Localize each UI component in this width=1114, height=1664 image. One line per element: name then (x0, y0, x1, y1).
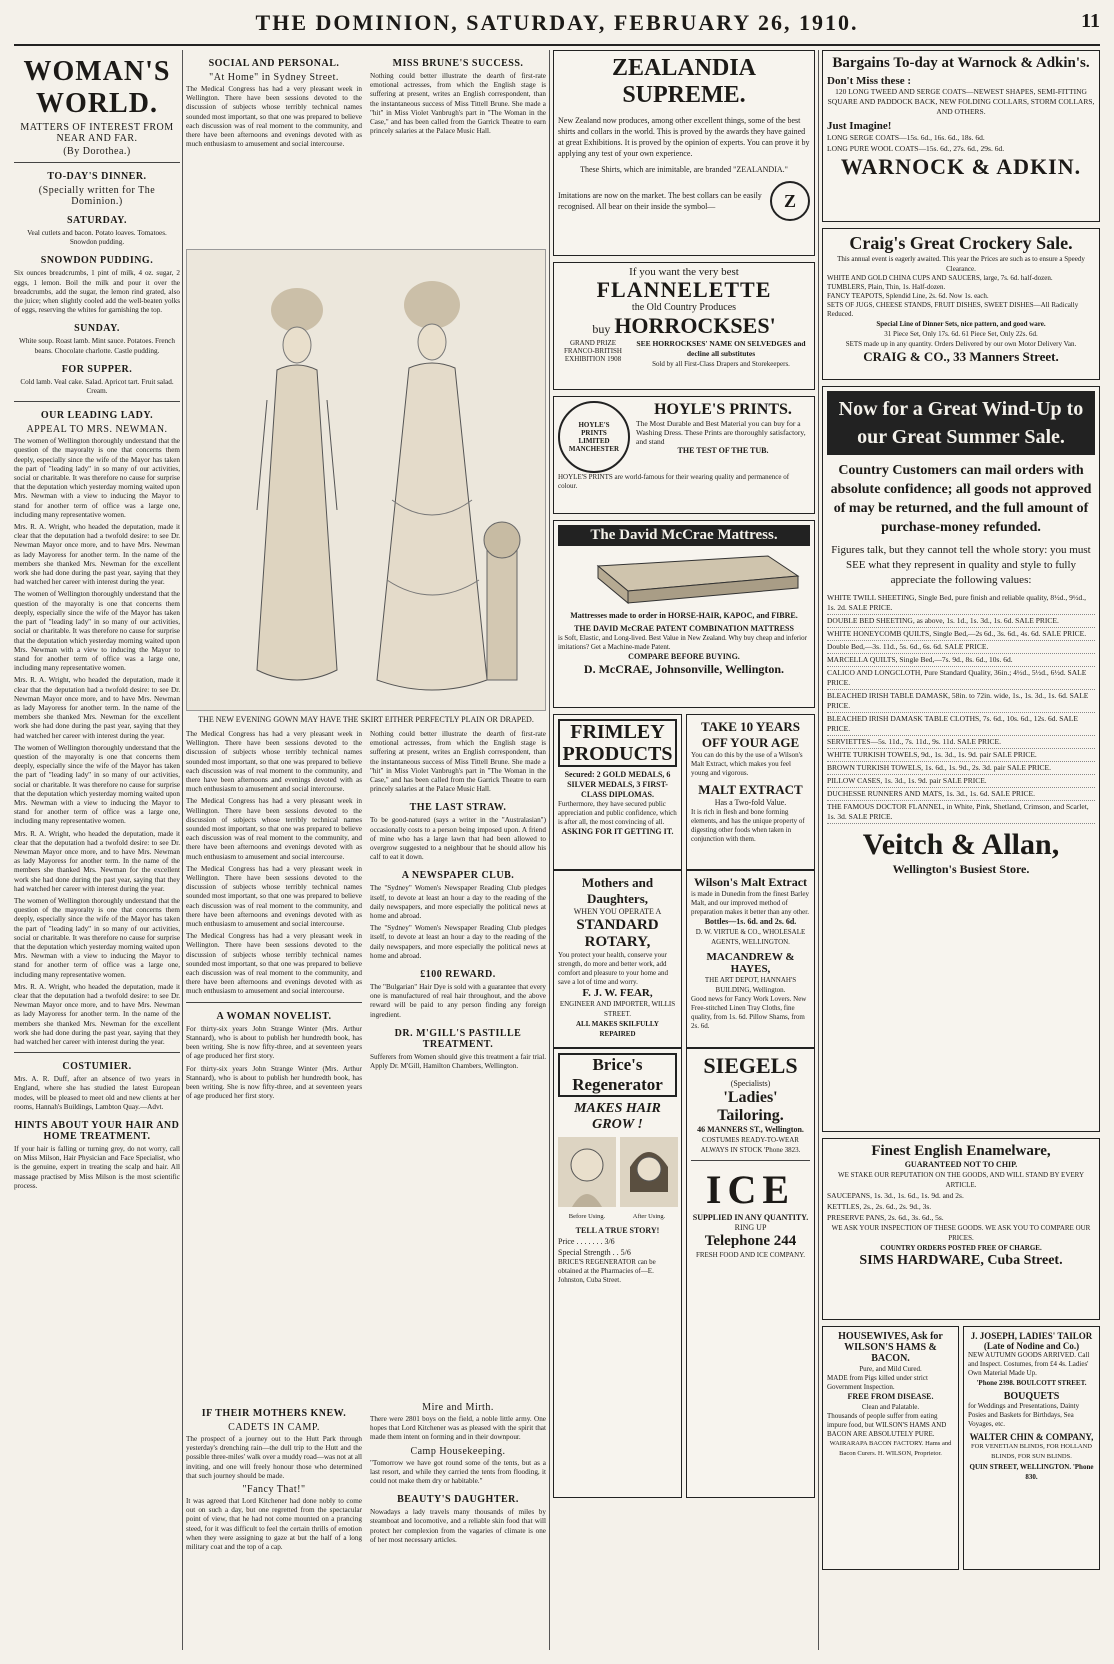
pastille-text: Sufferers from Women should give this treatment a fair trial. Apply Dr. M'Gill, Hamilton Chambers, Wellington. (370, 1052, 546, 1071)
take10-title: TAKE 10 YEARS OFF YOUR AGE (701, 719, 800, 750)
windup-title: Now for a Great Wind-Up to our Great Summer Sale. (827, 391, 1095, 455)
craig-title: Craig's Great Crockery Sale. (849, 233, 1073, 253)
housewives-pure: Pure, and Mild Cured. (859, 1365, 922, 1373)
warnock-adkin-ad (822, 50, 1100, 222)
cadets-heading: CADETS IN CAMP. (228, 1422, 320, 1433)
saturday-heading: SATURDAY. (67, 215, 127, 226)
bottom-ads-row (822, 1326, 1100, 1570)
siegels-ladies: 'Ladies' Tailoring. (717, 1089, 784, 1124)
flannelette-sub: the Old Country Produces (631, 302, 737, 313)
mccrae-text: is Soft, Elastic, and Long-lived. Best Value in New Zealand. Why buy cheap and inferior imitations? Get a Machine-made Patent. (558, 634, 807, 651)
leading-lady-text-filler: The women of Wellington thoroughly understand that the question of the mayoralty is one that concerns them deeply, especially since the wife of the Mayor has taken the part of "leading lady" in so many of our activities, social or charitable. It was therefore no cause for surprise that the deputation which yesterday morning waited upon Mrs. Newman with a view to inducing the Mayor to stand for another term of office was a large one, including many representative women. (14, 590, 180, 673)
macandrew-title: MACANDREW & HAYES, (706, 951, 795, 975)
sale-item: CALICO AND LONGCLOTH, Pure Standard Quality, 36in.; 4½d., 5½d., 6½d. SALE PRICE. (827, 667, 1095, 690)
social-text-continued: The Medical Congress has had a very pleasant week in Wellington. There have been sessions devoted to the discussion of subjects whose terribly technical names sounded most important, so that one was prepared to believe each discussion was of real moment to the community, and there have been afternoons and evenings devoted with as much enthusiasm to amusement and social intercourse. (186, 730, 362, 794)
brices-trial: TELL A TRUE STORY! (575, 1226, 660, 1235)
after-label: After Using. (632, 1213, 666, 1220)
fear-title: F. J. W. FEAR, (582, 987, 653, 999)
zealandia-symbol-icon: Z (770, 181, 810, 221)
sale-item: DUCHESSE RUNNERS AND MATS, 1s. 3d., 1s. 6d. SALE PRICE. (827, 788, 1095, 801)
bouquets-title: BOUQUETS (1003, 1391, 1060, 1402)
wilsons-hams-ad (822, 1326, 959, 1570)
hoyle-foot: HOYLE'S PRINTS are world-famous for their wearing quality and permanence of colour. (558, 473, 790, 490)
craig-name: CRAIG & CO., 33 Manners Street. (863, 349, 1059, 364)
snowdon-heading: SNOWDON PUDDING. (40, 255, 154, 267)
supper-menu: Cold lamb. Veal cake. Salad. Apricot tart. Fruit salad. Cream. (20, 377, 174, 396)
leading-lady-text-filler-6: Mrs. R. A. Wright, who headed the deputation, made it clear that the deputation had a twofold desire: to see Dr. Newman Mayor once more, and to have Mrs. Newman as lady Mayoress for another term. In the name of the members she thanked Mrs. Newman for the excellent work she had done during the past year, saying that they had watched her career with interest during the year. (14, 982, 180, 1047)
craig-order: SETS made up in any quantity. Orders Delivered by our own Motor Delivery Van. (845, 340, 1077, 348)
craig-line-4: SETS OF JUGS, CHEESE STANDS, FRUIT DISHES, SWEET DISHES—All Radically Reduced. (827, 301, 1079, 318)
fear-foot: ALL MAKES SKILFULLY REPAIRED (576, 1020, 659, 1038)
brices-foot: BRICE'S REGENERATOR can be obtained at the Pharmacies of—E. Johnston, Cuba Street. (558, 1258, 656, 1284)
zealandia-title: ZEALANDIA SUPREME. (611, 55, 757, 108)
warnock-line-2: LONG PURE WOOL COATS—15s. 6d., 27s. 6d., 29s. 6d. (827, 144, 1005, 153)
joseph-phone: 'Phone 2398. BOULCOTT STREET. (976, 1379, 1087, 1387)
craig-sets: 31 Piece Set, Only 17s. 6d. 61 Piece Set, Only 22s. 6d. (884, 330, 1038, 338)
horrockses-ad (553, 262, 815, 390)
walter-title: WALTER CHIN & COMPANY, (969, 1432, 1094, 1442)
walter-address: QUIN STREET, WELLINGTON. 'Phone 830. (969, 1463, 1094, 1481)
mccrae-patent: THE DAVID McCRAE PATENT COMBINATION MATTRESS (574, 624, 794, 633)
brices-price-2: Special Strength . . 5/6 (558, 1248, 631, 1257)
sims-name: SIMS HARDWARE, Cuba Street. (859, 1253, 1063, 1268)
saturday-menu: Veal cutlets and bacon. Potato loaves. Tomatoes. Snowdon pudding. (27, 229, 167, 247)
enamel-line-1: SAUCEPANS, 1s. 3d., 1s. 6d., 1s. 9d. and 2s. (827, 1191, 964, 1200)
windup-figures: Figures talk, but they cannot tell the whole story: you must SEE what they represent in quality and style to fully appreciate the following values: (831, 544, 1091, 586)
craig-line-2: TUMBLERS, Plain, Thin, 1s. Half-dozen. (827, 283, 946, 291)
flannelette-top: If you want the very best (629, 266, 739, 278)
craig-line-1: WHITE AND GOLD CHINA CUPS AND SAUCERS, large, 7s. 6d. half-dozen. (827, 274, 1053, 282)
housekeeping-heading: Camp Housekeeping. (410, 1445, 506, 1457)
costumier-heading: COSTUMIER. (62, 1061, 132, 1073)
mire-text: There were 2801 boys on the field, a noble little army. One hopes that Lord Kitchener was as pleased with the spirit that made them intent on forming and in their downpour. (370, 1415, 546, 1442)
siegels-sub: (Specialists) (730, 1079, 771, 1088)
horrockses-sold: Sold by all First-Class Drapers and Storekeepers. (652, 360, 790, 368)
masthead (14, 4, 1100, 46)
mothers-knew-block (186, 1400, 546, 1650)
bouquets-text: for Weddings and Presentations, Dainty Posies and Baskets for Birthdays, Sea Voyages, etc. (968, 1402, 1080, 1428)
warnock-items: 120 LONG TWEED AND SERGE COATS—NEWEST SHAPES, SEMI-FITTING SQUARE AND PADDOCK BACK, NEW FOLDING COLLARS, STORM COLLARS, AND OTHERS. (827, 87, 1095, 116)
lower-left-column (186, 730, 362, 1104)
fancy-text: It was agreed that Lord Kitchener had done nobly to come out on such a day, but one regretted from the spectacular point of view, that he had not come mounted on a prancing steed, for it was difficult to feel the certain thrills of emotion when they were assigning to gaze at but the half of a long military coat and the top of a cap. (186, 1497, 362, 1552)
frimley-ad (553, 714, 682, 870)
ice-ring: RING UP (734, 1223, 767, 1232)
hoyle-seal-icon: HOYLE'S PRINTS LIMITED MANCHESTER (558, 401, 630, 473)
mothers-knew-columns (186, 1400, 546, 1555)
craig-text: This annual event is eagerly awaited. This year the Prices are such as to ensure a Speedy Clearance. (837, 255, 1085, 273)
bald-head-icon (558, 1137, 616, 1207)
sale-item: DOUBLE BED SHEETING, as above, 1s. 1d., 1s. 3d., 1s. 6d. SALE PRICE. (827, 615, 1095, 628)
social-heading: SOCIAL AND PERSONAL. (208, 58, 340, 69)
costumier-text: Mrs. A. R. Duff, after an absence of two years in England, where she has studied the latest European modes, will be pleased to meet old and new clients at her rooms, Hannah's Buildings, Lambton Quay.—Advt. (14, 1075, 180, 1111)
veitch-sub: Wellington's Busiest Store. (892, 862, 1030, 876)
ice-telephone: Telephone 244 (704, 1233, 797, 1249)
brunes-text: Nothing could better illustrate the dearth of first-rate emotional actresses, from which the English stage is suffering at present, writes an English correspondent, than the instantaneous success of Miss Tittell Brune. She made a "hit" in Miss Violet Vanbrugh's part in "The Woman in the Case," and has been called from the Garrick Theatre to earn princely salaries at the Palace Music Hall. (370, 72, 546, 136)
at-home-heading: "At Home" in Sydney Street. (209, 72, 339, 83)
malt-title: MALT EXTRACT (698, 782, 803, 797)
mothers-sub: WHEN YOU OPERATE A (573, 907, 662, 916)
column-rule (818, 50, 819, 1650)
reward-heading: £100 REWARD. (420, 969, 496, 981)
siegels-title: SIEGELS (703, 1053, 798, 1078)
housewives-made: MADE from Pigs killed under strict Government Inspection. (827, 1374, 928, 1391)
housewives-foot: WAIRARAPA BACON FACTORY. Hams and Bacon Curers. H. WILSON, Proprietor. (829, 1440, 952, 1457)
zealandia-branded: These Shirts, which are inimitable, are branded "ZEALANDIA." (580, 165, 788, 174)
sale-item: THE FAMOUS DOCTOR FLANNEL, in White, Pink, Shetland, Crimson, and Scarlet, 1s. 3d. SALE PRICE. (827, 801, 1095, 824)
take10-text: You can do this by the use of a Wilson's Malt Extract, which makes you feel young and vigorous. (691, 751, 803, 777)
mothers-knew-right (370, 1400, 546, 1555)
beauty-text: Nowadays a lady travels many thousands of miles by steamboat and locomotive, and a reliable skin food that will protect her complexion from the vagaries of climate is one of her most necessary articles. (370, 1508, 546, 1544)
craig-special: Special Line of Dinner Sets, nice pattern, and good ware. (876, 320, 1046, 328)
horrockses-name: HORROCKSES' (614, 313, 776, 338)
enamel-line-3: PRESERVE PANS, 2s. 6d., 3s. 6d., 5s. (827, 1213, 944, 1222)
brices-siegels-row (553, 1048, 815, 1498)
standard-rotary: STANDARD ROTARY, (576, 917, 659, 950)
joseph-text: NEW AUTUMN GOODS ARRIVED. Call and Inspect. Costumes, from £4 4s. Ladies' Own Material Made Up. (968, 1351, 1090, 1377)
hoyle-ad (553, 396, 815, 514)
sale-item: WHITE HONEYCOMB QUILTS, Single Bed,—2s 6d., 3s. 6d., 4s. 6d. SALE PRICE. (827, 628, 1095, 641)
newspaper-club-text: The "Sydney" Women's Newspaper Reading Club pledges itself, to devote at least an hour a day to the reading of the daily newspapers, and more especially the political news at home and abroad. (370, 884, 546, 921)
siegels-ice-ad (686, 1048, 815, 1498)
social-text-continued-2: The Medical Congress has had a very pleasant week in Wellington. There have been sessions devoted to the discussion of subjects whose terribly technical names sounded most important, so that one was prepared to believe each discussion was of real moment to the community, and there have been afternoons and evenings devoted with as much enthusiasm to amusement and social intercourse. (186, 797, 362, 861)
newspaper-club-heading: A NEWSPAPER CLUB. (401, 870, 515, 882)
frimley-ask: ASKING FOR IT GETTING IT. (561, 827, 674, 836)
lower-right-column (370, 730, 546, 1104)
virtue-agents: D. W. VIRTUE & CO., WHOLESALE AGENTS, WELLINGTON. (695, 928, 806, 946)
newspaper-club-text-2: The "Sydney" Women's Newspaper Reading Club pledges itself, to devote at least an hour a day to the reading of the daily newspapers, and more especially the political news at home and abroad. (370, 924, 546, 960)
zealandia-ad (553, 50, 815, 256)
ice-title: ICE (705, 1167, 796, 1212)
appeal-heading: APPEAL TO MRS. NEWMAN. (26, 424, 168, 436)
sale-items-list (827, 592, 1095, 824)
fear-sub: ENGINEER AND IMPORTER, WILLIS STREET. (559, 1000, 676, 1018)
after-panel (620, 1137, 678, 1222)
joseph-title: J. JOSEPH, LADIES' TAILOR (Late of Nodine and Co.) (970, 1331, 1093, 1351)
brunes-text-continued: Nothing could better illustrate the dearth of first-rate emotional actresses, from which the English stage is suffering at present, writes an English correspondent, than the instantaneous success of Miss Tittell Brune. She made a "hit" in Miss Violet Vanbrugh's part in "The Woman in the Case," and has been called from the Garrick Theatre to earn princely salaries at the Palace Music Hall. (370, 730, 546, 794)
top-articles (186, 50, 546, 245)
divider (14, 1052, 180, 1053)
malt-sub: Has a Two-fold Value. (714, 798, 787, 807)
social-text-continued-4: The Medical Congress has had a very pleasant week in Wellington. There have been sessions devoted to the discussion of subjects whose terribly technical names sounded most important, so that one was prepared to believe each discussion was of real moment to the community, and there have been afternoons and evenings devoted with as much enthusiasm to amusement and social intercourse. (186, 932, 362, 996)
leading-lady-heading: OUR LEADING LADY. (40, 410, 154, 422)
social-text: The Medical Congress has had a very pleasant week in Wellington. There have been sessions devoted to the discussion of subjects whose terribly technical names sounded most important, so that one was prepared to believe each discussion was of real moment to the community, and there have been afternoons and evenings devoted with as much enthusiasm to amusement and social intercourse. (186, 85, 362, 149)
social-column (186, 50, 362, 245)
masthead-title: THE DOMINION, SATURDAY, FEBRUARY 26, 1910. (255, 10, 859, 35)
flannelette-title: FLANNELETTE (596, 277, 772, 302)
brices-before-after (558, 1137, 677, 1222)
womens-world-column (14, 50, 180, 1650)
pastille-heading: DR. M'GILL'S PASTILLE TREATMENT. (394, 1027, 522, 1050)
craig-crockery-ad (822, 228, 1100, 380)
zealandia-foot-text: Imitations are now on the market. The best collars can be easily recognised. All bear on their inside the symbol— (558, 191, 762, 211)
leading-lady-text-filler-4: Mrs. R. A. Wright, who headed the deputation, made it clear that the deputation had a twofold desire: to see Dr. Newman Mayor once more, and to have Mrs. Newman as lady Mayoress for another term. In the name of the members she thanked Mrs. Newman for the excellent work she had done during the past year, saying that they had watched her career with interest during the year. (14, 829, 180, 893)
wilsons-title: Wilson's Malt Extract (693, 875, 808, 889)
social-text-continued-3: The Medical Congress has had a very pleasant week in Wellington. There have been sessions devoted to the discussion of subjects whose terribly technical names sounded most important, so that one was prepared to believe each discussion was of real moment to the community, and there have been afternoons and evenings devoted with as much enthusiasm to amusement and social intercourse. (186, 864, 362, 929)
mccrae-title: The David McCrae Mattress. (558, 525, 810, 546)
section-heading: WOMAN'S WORLD. (23, 56, 171, 119)
macandrew-text: Good news for Fancy Work Lovers. New Free-stitched Linen Tray Cloths, fine quality, from 1s. 6d. Pillow Shams, from 2s. 6d. (691, 995, 807, 1030)
brices-title: Brice's Regenerator (558, 1053, 677, 1097)
mire-heading: Mire and Mirth. (422, 1402, 494, 1413)
warnock-top: Bargains To-day at Warnock & Adkin's. (832, 55, 1090, 71)
last-straw-text: To be good-natured (says a writer in the "Australasian") occasionally costs to a person being imposed upon. A friend of mine who has a large lawn that had been allowed to overgrow suggested to a neighbour that he should allow his calf to eat it down. (370, 816, 546, 862)
advertisements-column-b (822, 50, 1100, 1650)
siegels-foot: COSTUMES READY-TO-WEAR ALWAYS IN STOCK 'Phone 3823. (700, 1136, 801, 1154)
byline: (By Dorothea.) (63, 146, 131, 157)
mccrae-address: D. McCRAE, Johnsonville, Wellington. (583, 662, 785, 676)
ice-foot: FRESH FOOD AND ICE COMPANY. (695, 1251, 806, 1259)
leading-lady-text-filler-5: The women of Wellington thoroughly understand that the question of the mayoralty is one that concerns them deeply, especially since the wife of the Mayor has taken the part of "leading lady" in so many of our activities, social or charitable. It was therefore no cause for surprise that the deputation which yesterday morning waited upon Mrs. Newman with a view to inducing the Mayor to stand for another term of office was a large one, including many representative women. (14, 896, 180, 979)
mattress-icon (558, 546, 808, 606)
full-hair-head-icon (620, 1137, 678, 1207)
hoyle-body (558, 401, 810, 473)
beauty-heading: BEAUTY'S DAUGHTER. (397, 1494, 519, 1506)
hoyle-title: HOYLE'S PRINTS. (654, 401, 792, 418)
hoyle-tub: THE TEST OF THE TUB. (677, 446, 769, 455)
enamel-country: COUNTRY ORDERS POSTED FREE OF CHARGE. (880, 1244, 1042, 1252)
sale-item: Double Bed,—3s. 11d., 5s. 6d., 6s. 6d. SALE PRICE. (827, 641, 1095, 654)
supper-heading: FOR SUPPER. (61, 363, 133, 375)
windup-country: Country Customers can mail orders with absolute confidence; all goods not approved of may be returned, and the full amount of purchase-money refunded. (830, 463, 1092, 535)
warnock-line-1: LONG SERGE COATS—15s. 6d., 16s. 6d., 18s. 6d. (827, 133, 985, 142)
craig-line-3: FANCY TEAPOTS, Splendid Line, 2s. 6d. Now 1s. each. (827, 292, 989, 300)
enamel-inspect: WE ASK YOUR INSPECTION OF THESE GOODS. WE ASK YOU TO COMPARE OUR PRICES. (831, 1224, 1091, 1242)
malt-text: It is rich in flesh and bone forming elements, and has the unique property of digesting other foods when taken in conjunction with them. (691, 808, 805, 843)
divider (14, 401, 180, 402)
enamel-title: Finest English Enamelware, (871, 1143, 1051, 1159)
mccrae-ad (553, 520, 815, 708)
warnock-just: Just Imagine! (827, 120, 892, 132)
mothers-title: Mothers and Daughters, (581, 875, 654, 906)
veitch-allan-sale-ad (822, 386, 1100, 1132)
page-number: 11 (1081, 10, 1100, 32)
sale-item: WHITE TURKISH TOWELS, 9d., 1s. 3d., 1s. 9d. pair SALE PRICE. (827, 749, 1095, 762)
horrockses-brand (558, 313, 810, 339)
mccrae-compare: COMPARE BEFORE BUYING. (628, 652, 740, 661)
frimley-title: FRIMLEY PRODUCTS (558, 719, 677, 767)
hints-text: If your hair is falling or turning grey, do not worry, call on Miss Milson, Hair Physician and Face Specialist, who is the genuine, expert in treating the scalp and hair. All massage practised by Miss Milson is the most scientific process. (14, 1145, 180, 1190)
frimley-wilson-row (553, 714, 815, 870)
sims-enamelware-ad (822, 1138, 1100, 1320)
sale-item: MARCELLA QUILTS, Single Bed,—7s. 9d., 8s. 6d., 10s. 6d. (827, 654, 1095, 667)
brunes-heading: MISS BRUNE'S SUCCESS. (392, 58, 524, 69)
hoyle-copy (636, 401, 810, 473)
ice-sub: SUPPLIED IN ANY QUANTITY. (692, 1213, 809, 1222)
housewives-free: FREE FROM DISEASE. (847, 1392, 934, 1401)
wilsons-malt-ad (686, 870, 815, 1048)
reward-text: The "Bulgarian" Hair Dye is sold with a guarantee that every one is manufactured of real hair throughout, and the above reward will be paid to any person finding any foreign ingredient. (370, 983, 546, 1019)
zealandia-footer (558, 181, 810, 221)
horrockses-footer (558, 339, 810, 369)
hoyle-text: The Most Durable and Best Material you can buy for a Washing Dress. These Prints are thoroughly satisfactory, and stand (636, 419, 806, 446)
housewives-title: HOUSEWIVES, Ask for WILSON'S HAMS & BACON. (838, 1331, 943, 1364)
enamel-line-2: KETTLES, 2s., 2s. 6d., 2s. 9d., 3s. (827, 1202, 932, 1211)
dinner-heading: TO-DAY'S DINNER. (47, 171, 147, 182)
frimley-awards: Secured: 2 GOLD MEDALS, 6 SILVER MEDALS, 3 FIRST-CLASS DIPLOMAS. (564, 770, 671, 799)
sale-item: PILLOW CASES, 1s. 3d., 1s. 9d. pair SALE PRICE. (827, 775, 1095, 788)
fashion-illustration (186, 249, 546, 711)
horrockses-notes (632, 339, 810, 369)
divider (14, 162, 180, 163)
divider (691, 1160, 810, 1161)
wilsons-price: Bottles—1s. 6d. and 2s. 6d. (704, 917, 797, 926)
sale-item: SERVIETTES—5s. 11d., 7s. 11d., 9s. 11d. SALE PRICE. (827, 736, 1095, 749)
enamel-guarantee: GUARANTEED NOT TO CHIP. (904, 1160, 1018, 1169)
snowdon-text: Six ounces breadcrumbs, 1 pint of milk, 4 oz. sugar, 2 eggs, 1 lemon. Boil the milk and pour it over the breadcrumbs, add the sugar, the lemon rind grated, also the juice; when slightly cooled add the well-beaten yolks of eggs, reserving the whites for garnishing the top. (14, 269, 180, 315)
sunday-heading: SUNDAY. (74, 323, 120, 335)
leading-lady-text: The women of Wellington thoroughly understand that the question of the mayoralty is one that concerns them deeply, especially since the wife of the Mayor has taken the part of "leading lady" in so many of our activities, social or charitable. It was therefore no cause for surprise that the deputation which yesterday morning waited upon Mrs. Newman with a view to inducing the Mayor to stand for another term of office was a large one, including many representative women. (14, 437, 180, 519)
last-straw-heading: THE LAST STRAW. (409, 802, 507, 814)
zealandia-text: New Zealand now produces, among other excellent things, some of the best shirts and collars in the world. This is proved by the awards they have gained at great Exhibitions. It is proved by the opinion of experts. You can prove it by applying any test of your own experience. (558, 116, 810, 158)
divider (186, 1002, 362, 1003)
macandrew-sub: THE ART DEPOT, HANNAH'S BUILDING, Wellington. (704, 976, 797, 994)
section-subheading: MATTERS OF INTEREST FROM NEAR AND FAR. (20, 122, 174, 144)
lower-articles (186, 730, 546, 1104)
housewives-clean: Clean and Palatable. (861, 1403, 920, 1411)
walter-text: FOR VENETIAN BLINDS, FOR HOLLAND BLINDS, FOR SUN BLINDS. (970, 1443, 1093, 1460)
novelist-heading: A WOMAN NOVELIST. (216, 1010, 332, 1022)
standard-text: You protect your health, conserve your strength, do more and better work, add comfort and pleasure to your home and save a lot of time and worry. (558, 951, 669, 986)
figure-caption: THE NEW EVENING GOWN MAY HAVE THE SKIRT EITHER PERFECTLY PLAIN OR DRAPED. (198, 715, 534, 724)
fancy-heading: "Fancy That!" (242, 1484, 306, 1496)
brices-makes: MAKES HAIR GROW ! (574, 1101, 661, 1132)
sale-item: BROWN TURKISH TOWELS, 1s. 6d., 1s. 9d., 2s. 3d. pair SALE PRICE. (827, 762, 1095, 775)
standard-rotary-ad (553, 870, 682, 1048)
before-panel (558, 1137, 616, 1222)
sale-item: WHITE TWILL SHEETING, Single Bed, pure finish and reliable quality, 8½d., 9½d., 1s. 2d. SALE PRICE. (827, 592, 1095, 615)
mothers-heading: IF THEIR MOTHERS KNEW. (201, 1408, 347, 1419)
cadets-text: The prospect of a journey out to the Hutt Park through yesterday's drenching rain—the dull trip to the Hutt and the possible three-miles' walk over a muddy road—was not at all inviting, and one will freely honour those who determined that such journey should be made. (186, 1435, 362, 1480)
column-rule (549, 50, 550, 1650)
brunes-column (370, 50, 546, 245)
leading-lady-text-filler-2: Mrs. R. A. Wright, who headed the deputation, made it clear that the deputation had a twofold desire: to see Dr. Newman Mayor once more, and to have Mrs. Newman as lady Mayoress for another term. In the name of the members she thanked Mrs. Newman for the excellent work she had done during the past year, saying that they had watched her career with interest during the year. (14, 676, 180, 740)
warnock-name: WARNOCK & ADKIN. (840, 154, 1082, 179)
advertisements-column-a (553, 50, 815, 1650)
take-ten-years-ad (686, 714, 815, 870)
mothers-knew-left (186, 1400, 362, 1555)
warnock-miss: Don't Miss these : (827, 75, 912, 87)
sale-item: BLEACHED IRISH TABLE DAMASK, 58in. to 72in. wide, 1s., 1s. 3d., 1s. 6d. SALE PRICE. (827, 690, 1095, 713)
sale-item: BLEACHED IRISH DAMASK TABLE CLOTHS, 7s. 6d., 10s. 6d., 12s. 6d. SALE PRICE. (827, 713, 1095, 736)
evening-gown-figures-icon (187, 250, 545, 708)
siegels-address: 46 MANNERS ST., Wellington. (697, 1125, 804, 1134)
veitch-title: Veitch & Allan, (862, 828, 1060, 861)
housekeeping-text: "Tomorrow we have got round some of the tents, but as a last resort, and while they carried the tents from flooding, it could not make them dry or habitable." (370, 1458, 546, 1486)
mccrae-made: Mattresses made to order in HORSE-HAIR, KAPOC, and FIBRE. (570, 611, 798, 620)
dinner-credit: (Specially written for The Dominion.) (38, 185, 156, 207)
flannelette-buy: buy (592, 322, 611, 336)
grand-prize-badge: GRAND PRIZE FRANCO-BRITISH EXHIBITION 1908 (564, 339, 622, 363)
sunday-menu: White soup. Roast lamb. Mint sauce. Potatoes. French beans. Chocolate charlotte. Castle pudding. (19, 337, 175, 355)
joseph-tailor-ad (963, 1326, 1100, 1570)
hints-heading: HINTS ABOUT YOUR HAIR AND HOME TREATMENT. (14, 1120, 180, 1143)
wilsons-text: is made in Dunedin from the finest Barley Malt, and our improved method of preparation makes it better than any other. (691, 890, 809, 916)
enamel-text: WE STAKE OUR REPUTATION ON THE GOODS, AND WILL STAND BY EVERY ARTICLE. (837, 1171, 1085, 1189)
leading-lady-text-2: Mrs. R. A. Wright, who headed the deputation, made it clear that the deputation had a twofold desire: to see Dr. Newman Mayor once more, and to have Mrs. Newman as lady Mayoress for another term. In the name of the members she thanked Mrs. Newman for the excellent work she had done during the past year, saying that they had watched her career with interest during the year. (14, 523, 180, 587)
novelist-text: For thirty-six years John Strange Winter (Mrs. Arthur Stannard), who is about to publish her hundredth book, has been writing. She is now fifty-three, and at seventeen years of age produced her first story. (186, 1024, 362, 1061)
mothers-wilsons-row (553, 870, 815, 1048)
leading-lady-text-filler-3: The women of Wellington thoroughly understand that the question of the mayoralty is one that concerns them deeply, especially since the wife of the Mayor has taken the part of "leading lady" in so many of our activities, social or charitable. It was therefore no cause for surprise that the deputation which yesterday morning waited upon Mrs. Newman with a view to inducing the Mayor to stand for another term of office was a large one, including many representative women. (14, 743, 180, 826)
housewives-text: Thousands of people suffer from eating impure food, but WILSON'S HAMS AND BACON ARE ABSOLUTELY PURE. (827, 1412, 947, 1438)
brices-regenerator-ad (553, 1048, 682, 1498)
brices-price-1: Price . . . . . . . 3/6 (558, 1237, 615, 1246)
before-label: Before Using. (568, 1213, 606, 1220)
horrockses-note: SEE HORROCKSES' NAME ON SELVEDGES and decline all substitutes (636, 339, 806, 358)
novelist-text-2: For thirty-six years John Strange Winter (Mrs. Arthur Stannard), who is about to publish her hundredth book, has been writing. She is now fifty-three, and at seventeen years of age produced her first story. (186, 1064, 362, 1101)
column-rule (182, 50, 183, 1650)
frimley-text: Furthermore, they have secured public appreciation and public confidence, which is after all, the most convincing of all. (558, 800, 677, 826)
